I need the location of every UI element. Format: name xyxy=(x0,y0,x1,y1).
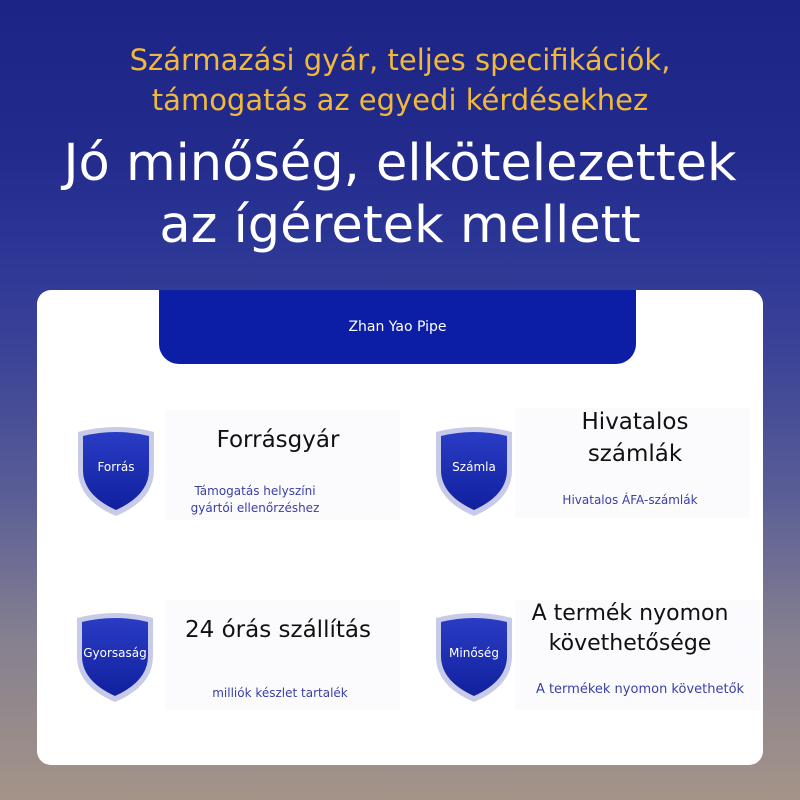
brand-name: Zhan Yao Pipe xyxy=(348,319,447,335)
brand-tab xyxy=(159,290,636,364)
badge-label: Számla xyxy=(452,460,496,474)
feature-title: 24 órás szállítás xyxy=(185,617,371,643)
feature-title-line-1: A termék nyomon xyxy=(531,601,729,626)
badge-label: Gyorsaság xyxy=(83,646,147,660)
shield-icon xyxy=(73,608,157,704)
badge-label: Forrás xyxy=(97,460,135,474)
feature-title-line-1: Hivatalos xyxy=(581,409,689,435)
subtitle-line-2: támogatás az egyedi kérdésekhez xyxy=(151,83,649,117)
subtitle xyxy=(0,40,800,120)
shield-icon xyxy=(432,608,516,704)
shield-icon xyxy=(432,422,516,518)
feature-title-line-2: számlák xyxy=(587,441,683,467)
shield-icon xyxy=(74,422,158,518)
feature-desc-line-2: gyártói ellenőrzéshez xyxy=(190,501,320,515)
headline-line-1: Jó minőség, elkötelezettek xyxy=(63,134,737,193)
feature-desc: A termékek nyomon követhetők xyxy=(535,682,745,697)
badge-label: Minőség xyxy=(449,646,499,660)
feature-title-line-2: követhetősége xyxy=(548,631,712,656)
feature-title: Forrásgyár xyxy=(216,427,340,453)
feature-desc-line-1: Támogatás helyszíni xyxy=(194,484,316,498)
subtitle-line-1: Származási gyár, teljes specifikációk, xyxy=(129,43,671,77)
feature-desc: milliók készlet tartalék xyxy=(212,686,348,700)
headline xyxy=(0,133,800,257)
headline-line-2: az ígéretek mellett xyxy=(159,196,641,255)
feature-desc: Hivatalos ÁFA-számlák xyxy=(562,493,698,507)
